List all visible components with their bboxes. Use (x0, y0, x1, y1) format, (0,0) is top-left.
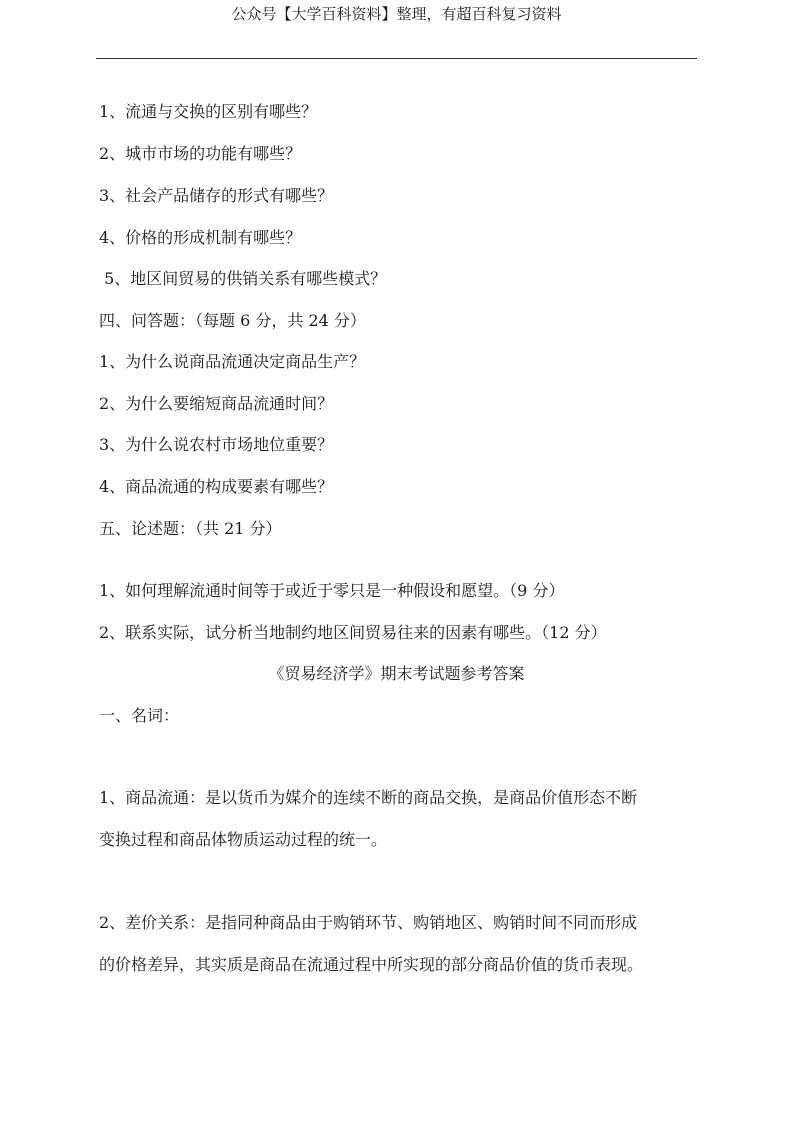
section-4-item-4: 4、商品流通的构成要素有哪些？ (99, 477, 334, 496)
question-item-3: 3、社会产品储存的形式有哪些？ (99, 186, 334, 205)
question-item-4: 4、价格的形成机制有哪些？ (99, 228, 302, 247)
definition-2-line-1: 2、差价关系：是指同种商品由于购销环节、购销地区、购销时间不同而形成 (99, 913, 638, 932)
section-4-item-1: 1、为什么说商品流通决定商品生产？ (99, 352, 366, 371)
question-item-5: 5、地区间贸易的供销关系有哪些模式？ (99, 269, 387, 288)
section-4-title: 四、问答题：（每题 6 分，共 24 分） (99, 311, 366, 330)
definition-1-line-2: 变换过程和商品体物质运动过程的统一。 (99, 830, 388, 849)
definition-1-line-1: 1、商品流通：是以货币为媒介的连续不断的商品交换，是商品价值形态不断 (99, 788, 638, 807)
section-5-item-2: 2、联系实际，试分析当地制约地区间贸易往来的因素有哪些。（12 分） (99, 623, 607, 642)
section-5-title: 五、论述题：（共 21 分） (99, 519, 282, 538)
section-5-item-1: 1、如何理解流通时间等于或近于零只是一种假设和愿望。（9 分） (99, 581, 565, 600)
question-item-1: 1、流通与交换的区别有哪些？ (99, 102, 318, 121)
header-divider (96, 58, 697, 59)
answers-title: 《贸易经济学》期末考试题参考答案 (268, 664, 525, 683)
section-4-item-2: 2、为什么要缩短商品流通时间？ (99, 394, 334, 413)
question-item-2: 2、城市市场的功能有哪些？ (99, 144, 302, 163)
answers-section-1-title: 一、名词： (99, 706, 180, 725)
definition-2-line-2: 的价格差异，其实质是商品在流通过程中所实现的部分商品价值的货币表现。 (99, 955, 644, 974)
page-header: 公众号【大学百科资料】整理，有超百科复习资料 (231, 5, 562, 23)
section-4-item-3: 3、为什么说农村市场地位重要？ (99, 435, 334, 454)
